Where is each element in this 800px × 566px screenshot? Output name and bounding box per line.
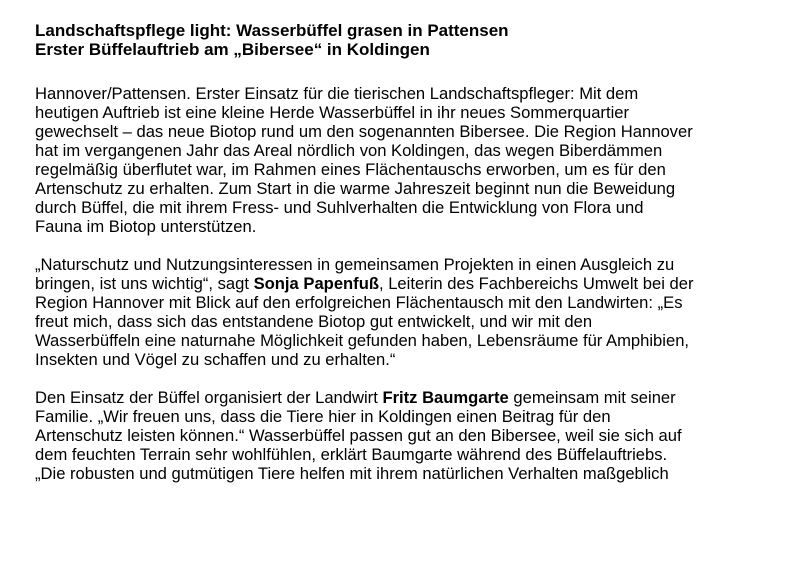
paragraph-line: „Die robusten und gutmütigen Tiere helfen mit ihrem natürlichen Verhalten maßgeblich [35, 464, 669, 483]
headline [35, 21, 795, 59]
paragraph-line: Region Hannover mit Blick auf den erfolgreichen Flächentausch mit den Landwirten: „Es [35, 293, 683, 312]
paragraph-line: „Naturschutz und Nutzungsinteressen in gemeinsamen Projekten in einen Ausgleich zu [35, 255, 675, 274]
paragraph-3 [35, 388, 795, 483]
paragraph-line [35, 388, 795, 407]
paragraph-line: Fauna im Biotop unterstützen. [35, 217, 257, 236]
person-name-fritz-baumgarte: Fritz Baumgarte [382, 388, 509, 407]
headline-line: Landschaftspflege light: Wasserbüffel grasen in Pattensen [35, 21, 509, 40]
paragraph-2 [35, 255, 795, 369]
paragraph-line: Artenschutz leisten können.“ Wasserbüffel passen gut an den Bibersee, weil sie sich auf [35, 426, 682, 445]
paragraph-text: Den Einsatz der Büffel organisiert der Landwirt [35, 388, 383, 407]
paragraph-line: Artenschutz zu erhalten. Zum Start in die warme Jahreszeit beginnt nun die Beweidung [35, 179, 676, 198]
paragraph-1 [35, 84, 795, 236]
paragraph-text: bringen, ist uns wichtig“, sagt [35, 274, 254, 293]
paragraph-line: dem feuchten Terrain sehr wohlfühlen, erklärt Baumgarte während des Büffelauftriebs. [35, 445, 668, 464]
paragraph-text: , Leiterin des Fachbereichs Umwelt bei der [378, 274, 694, 293]
paragraph-line: gewechselt – das neue Biotop rund um den sogenannten Bibersee. Die Region Hannover [35, 122, 693, 141]
paragraph-line: Wasserbüffeln eine naturnahe Möglichkeit gefunden haben, Lebensräume für Amphibien, [35, 331, 690, 350]
paragraph-line: heutigen Auftrieb ist eine kleine Herde Wasserbüffel in ihr neues Sommerquartier [35, 103, 630, 122]
paragraph-line [35, 274, 795, 293]
paragraph-line: Familie. „Wir freuen uns, dass die Tiere hier in Koldingen einen Beitrag für den [35, 407, 611, 426]
document-page [35, 21, 795, 483]
paragraph-line: hat im vergangenen Jahr das Areal nördlich von Koldingen, das wegen Biberdämmen [35, 141, 663, 160]
paragraph-line: regelmäßig überflutet war, im Rahmen eines Flächentauschs erworben, um es für den [35, 160, 666, 179]
paragraph-line: durch Büffel, die mit ihrem Fress- und Suhlverhalten die Entwicklung von Flora und [35, 198, 644, 217]
paragraph-line: freut mich, dass sich das entstandene Biotop gut entwickelt, und wir mit den [35, 312, 593, 331]
paragraph-line: Hannover/Pattensen. Erster Einsatz für die tierischen Landschaftspfleger: Mit dem [35, 84, 639, 103]
person-name-sonja-papenfuss: Sonja Papenfuß [253, 274, 379, 293]
paragraph-text: gemeinsam mit seiner [508, 388, 676, 407]
subheadline-line: Erster Büffelauftrieb am „Bibersee“ in Koldingen [35, 40, 430, 59]
paragraph-line: Insekten und Vögel zu schaffen und zu erhalten.“ [35, 350, 396, 369]
